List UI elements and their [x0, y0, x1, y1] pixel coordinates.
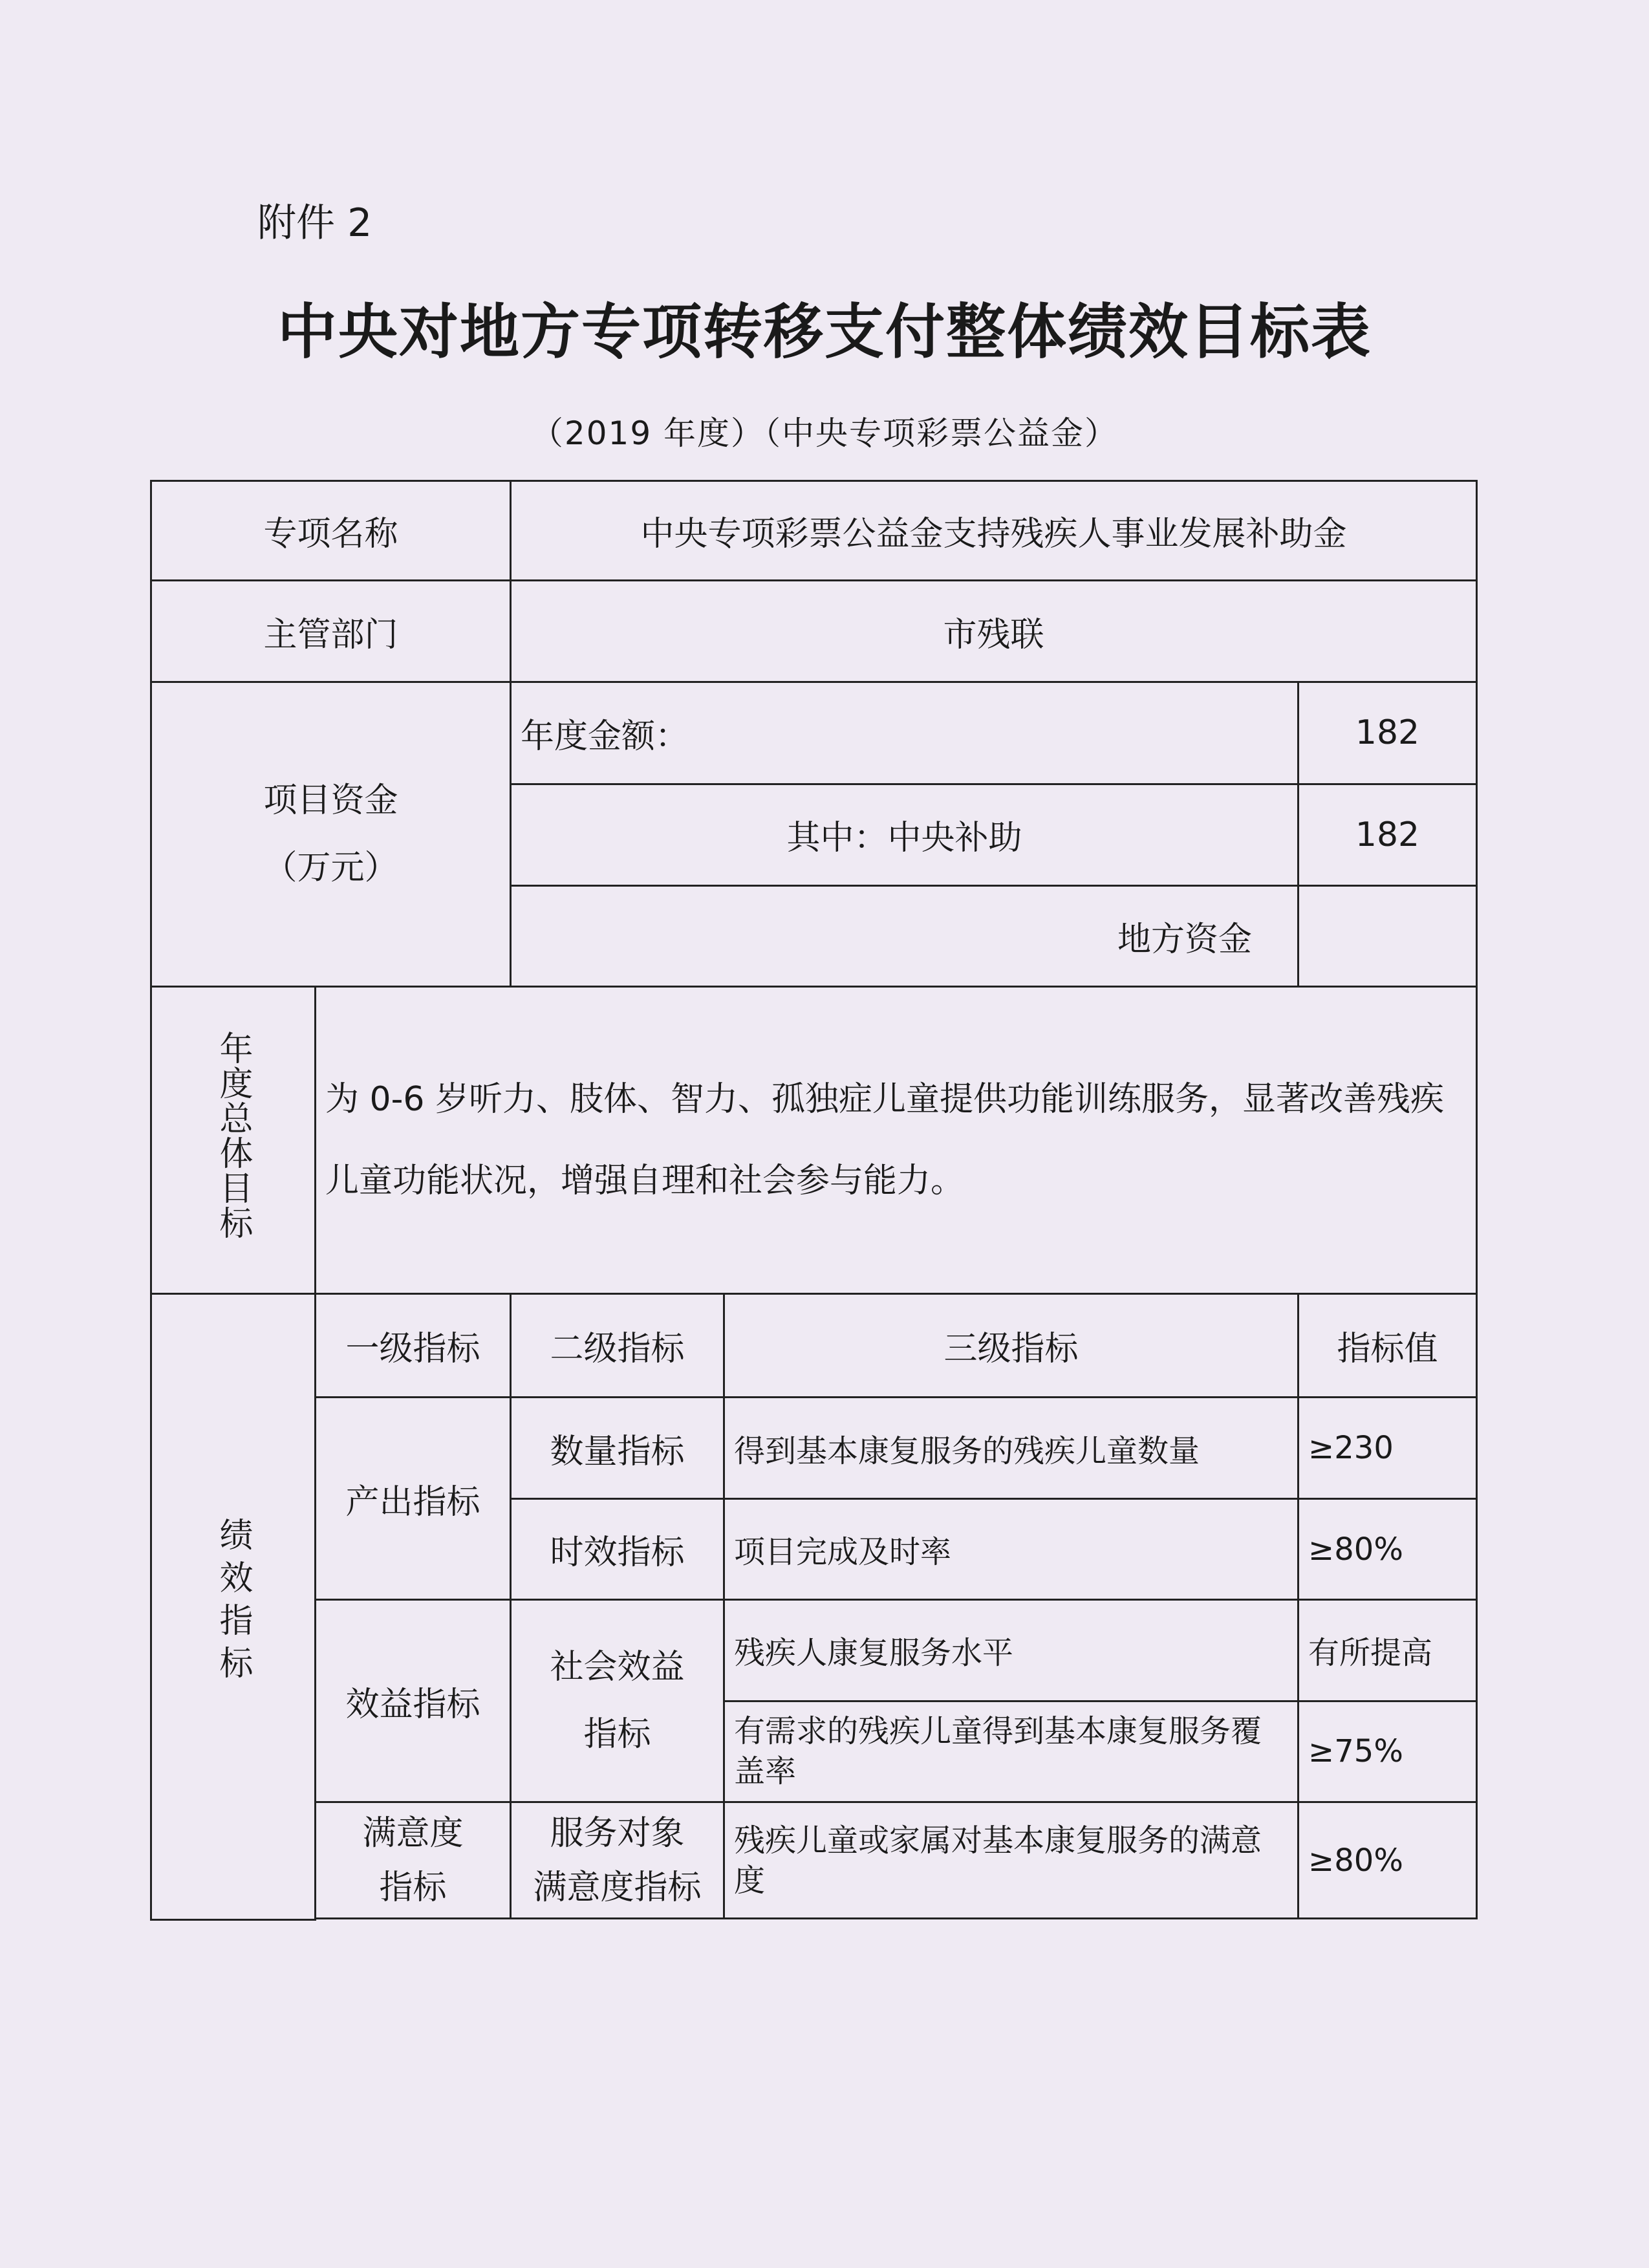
annual-target-row [151, 986, 1477, 1293]
satisfaction-indicator-label [316, 1802, 511, 1918]
attachment-label: 附件 2 [257, 200, 372, 246]
indicator-header-row [151, 1294, 1477, 1398]
document-subtitle: （2019 年度）（中央专项彩票公益金） [530, 415, 1119, 452]
quantity-indicator-item: 得到基本康复服务的残疾儿童数量 [724, 1398, 1299, 1498]
document-title: 中央对地方专项转移支付整体绩效目标表 [277, 297, 1372, 367]
quantity-indicator-value: ≥230 [1299, 1398, 1477, 1498]
special-name-value: 中央专项彩票公益金支持残疾人事业发展补助金 [511, 481, 1477, 581]
social-benefit-item-2: 有需求的残疾儿童得到基本康复服务覆盖率 [724, 1701, 1299, 1802]
annual-amount-row [151, 682, 1477, 784]
annual-amount-label: 年度金额： [511, 682, 1299, 784]
social-benefit-label-line2: 指标 [583, 1715, 651, 1755]
table-end-spacer [151, 1919, 1477, 1920]
header-value: 指标值 [1299, 1294, 1477, 1398]
quantity-indicator-label: 数量指标 [511, 1398, 724, 1498]
department-label: 主管部门 [151, 581, 511, 682]
social-benefit-row-1 [151, 1600, 1477, 1701]
satisfaction-value: ≥80% [1299, 1802, 1477, 1918]
special-name-label: 专项名称 [151, 481, 511, 581]
satisfaction-label-line1: 满意度 [362, 1813, 464, 1853]
satisfaction-row [151, 1802, 1477, 1918]
central-subsidy-value: 182 [1299, 784, 1477, 885]
central-subsidy-label: 其中：中央补助 [511, 784, 1299, 885]
department-value: 市残联 [511, 581, 1477, 682]
department-row [151, 581, 1477, 682]
annual-target-label-cell [151, 986, 316, 1293]
social-benefit-label [511, 1600, 724, 1802]
header-level1: 一级指标 [316, 1294, 511, 1398]
annual-target-label: 年度总体目标 [213, 1031, 252, 1241]
satisfaction-item: 残疾儿童或家属对基本康复服务的满意度 [724, 1802, 1299, 1918]
social-benefit-label-line1: 社会效益 [550, 1648, 685, 1687]
quantity-indicator-row [151, 1398, 1477, 1498]
header-level3: 三级指标 [724, 1294, 1299, 1398]
local-funds-value [1299, 885, 1477, 986]
service-label-line1: 服务对象 [550, 1813, 685, 1853]
performance-target-table [150, 480, 1478, 1921]
service-label-line2: 满意度指标 [533, 1868, 702, 1907]
social-benefit-value-2: ≥75% [1299, 1701, 1477, 1802]
special-name-row [151, 481, 1477, 581]
output-indicator-label: 产出指标 [316, 1398, 511, 1600]
satisfaction-label-line2: 指标 [379, 1868, 447, 1907]
local-funds-label: 地方资金 [511, 885, 1299, 986]
social-benefit-item-1: 残疾人康复服务水平 [724, 1600, 1299, 1701]
header-level2: 二级指标 [511, 1294, 724, 1398]
social-benefit-value-1: 有所提高 [1299, 1600, 1477, 1701]
project-funds-label-line2: （万元） [263, 848, 398, 887]
timeliness-indicator-item: 项目完成及时率 [724, 1498, 1299, 1599]
annual-target-text: 为 0-6 岁听力、肢体、智力、孤独症儿童提供功能训练服务，显著改善残疾儿童功能状况，增强自理和社会参与能力。 [316, 986, 1477, 1293]
project-funds-label-line1: 项目资金 [263, 781, 398, 820]
timeliness-indicator-label: 时效指标 [511, 1498, 724, 1599]
timeliness-indicator-value: ≥80% [1299, 1498, 1477, 1599]
project-funds-label [151, 682, 511, 986]
performance-label: 绩效指标 [213, 1517, 252, 1689]
performance-label-cell [151, 1294, 316, 1920]
benefit-indicator-label: 效益指标 [316, 1600, 511, 1802]
annual-amount-value: 182 [1299, 682, 1477, 784]
service-satisfaction-label [511, 1802, 724, 1918]
